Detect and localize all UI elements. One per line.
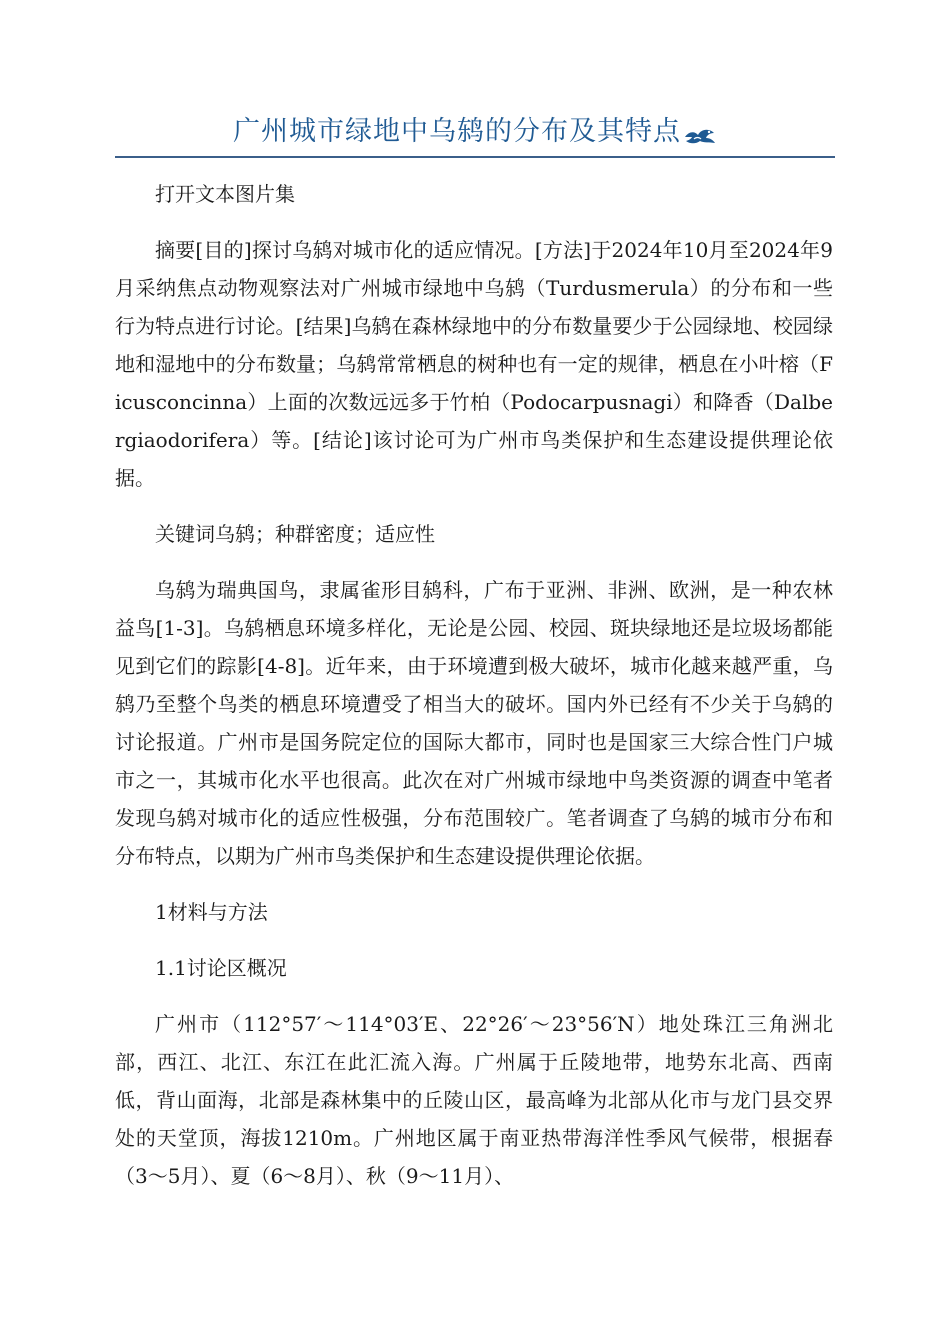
paragraph-abstract: 摘要[目的]探讨乌鸫对城市化的适应情况。[方法]于2024年10月至2024年9月采纳焦点动物观察法对广州城市绿地中乌鸫（Turdusmerula）的分布和一些行为特点进行讨论。[结果]乌鸫在森林绿地中的分布数量要少于公园绿地、校园绿地和湿地中的分布数量；乌鸫常常栖息的树种也有一定的规律，栖息在小叶榕（Ficusconcinna）上面的次数远远多于竹柏（Podocarpusnagi）和降香（Dalbergiaodorifera）等。[结论]该讨论可为广州市鸟类保护和生态建设提供理论依据。 (115, 238, 833, 490)
paragraph-introduction: 乌鸫为瑞典国鸟，隶属雀形目鸫科，广布于亚洲、非洲、欧洲，是一种农林益鸟[1-3]。乌鸫栖息环境多样化，无论是公园、校园、斑块绿地还是垃圾场都能见到它们的踪影[4-8]。近年来，由于环境遭到极大破坏，城市化越来越严重，乌鸫乃至整个鸟类的栖息环境遭受了相当大的破坏。国内外已经有不少关于乌鸫的讨论报道。广州市是国务院定位的国际大都市，同时也是国家三大综合性门户城市之一，其城市化水平也很高。此次在对广州城市绿地中鸟类资源的调查中笔者发现乌鸫对城市化的适应性极强，分布范围较广。笔者调查了乌鸫的城市分布和分布特点，以期为广州市鸟类保护和生态建设提供理论依据。 (115, 578, 833, 868)
paragraph-study-area: 广州市（112°57′～114°03′E、22°26′～23°56′N）地处珠江三角洲北部，西江、北江、东江在此汇流入海。广州属于丘陵地带，地势东北高、西南低，背山面海，北部是森林集中的丘陵山区，最高峰为北部从化市与龙门县交界处的天堂顶，海拔1210m。广州地区属于南亚热带海洋性季风气候带，根据春（3～5月）、夏（6～8月）、秋（9～11月）、 (115, 1012, 833, 1188)
title-bar (115, 112, 835, 158)
bird-ornament-icon (683, 125, 717, 147)
document-body (115, 175, 833, 1213)
paragraph-open-image-set: 打开文本图片集 (155, 182, 295, 206)
paragraph-keywords: 关键词乌鸫；种群密度；适应性 (155, 522, 435, 546)
subsection-heading-study-area: 1.1讨论区概况 (155, 956, 287, 980)
page-title: 广州城市绿地中乌鸫的分布及其特点 (233, 116, 681, 147)
section-heading-materials-methods: 1材料与方法 (155, 900, 268, 924)
